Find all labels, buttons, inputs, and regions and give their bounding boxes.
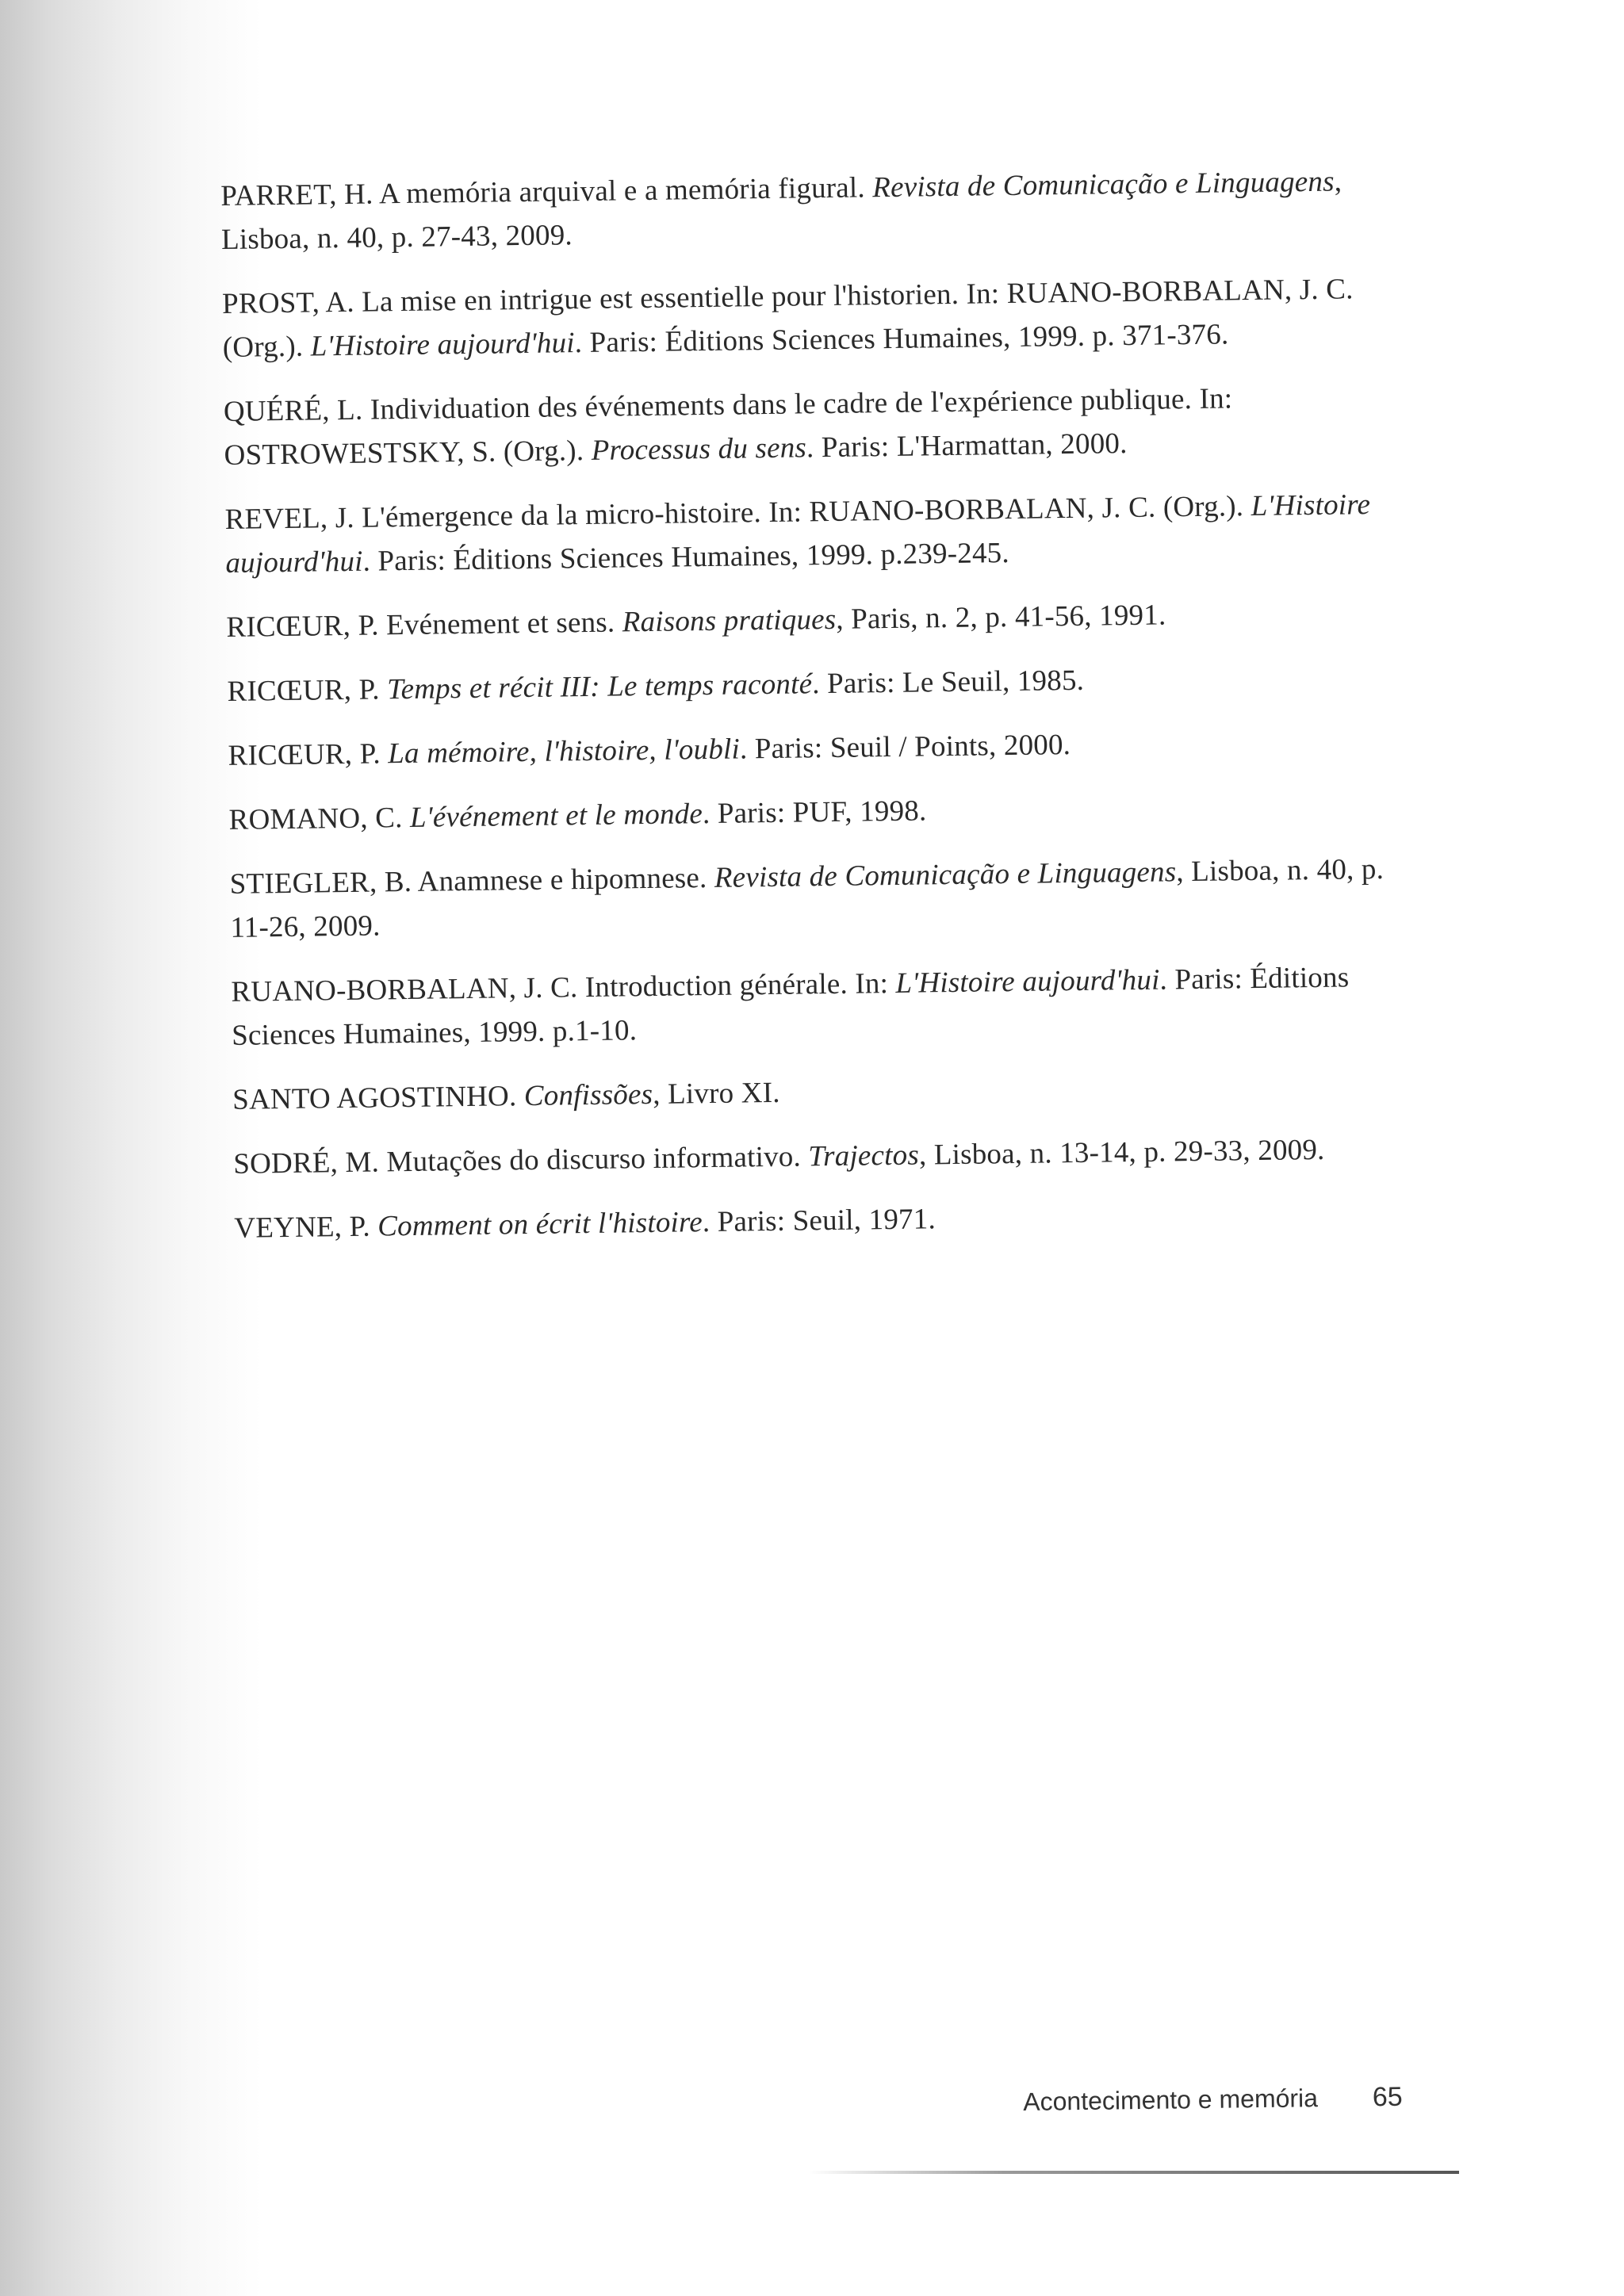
reference-title-italic: L'événement et le monde xyxy=(409,798,703,834)
reference-title-italic: Temps et récit III: Le temps raconté xyxy=(386,668,813,706)
reference-title-italic: Confissões xyxy=(523,1077,653,1113)
reference-text: RICŒUR, P. Evénement et sens. xyxy=(226,606,623,644)
reference-text: . Paris: Éditions Sciences Humaines, 1999. p.239-245. xyxy=(362,537,1010,578)
reference-text: , Lisboa, n. 13-14, p. 29-33, 2009. xyxy=(918,1133,1325,1172)
reference-entry xyxy=(224,375,1398,477)
reference-text: RICŒUR, P. xyxy=(228,737,389,772)
reference-text: . Paris: Le Seuil, 1985. xyxy=(811,664,1085,701)
reference-text: , Livro XI. xyxy=(652,1076,780,1111)
running-title: Acontecimento e memória xyxy=(1023,2084,1319,2116)
reference-entry xyxy=(233,1127,1408,1186)
reference-text: STIEGLER, B. Anamnese e hipomnese. xyxy=(229,861,715,901)
reference-entry xyxy=(229,848,1404,950)
reference-text: ROMANO, C. xyxy=(228,801,411,836)
reference-text: REVEL, J. L'émergence da la micro-histoire. In: RUANO-BORBALAN, J. C. (Org.). xyxy=(224,490,1251,536)
reference-text: PROST, A. La mise en intrigue est essentielle pour l'historien. In: RUANO-BORBALAN, J. C. (Org.). xyxy=(221,273,1354,364)
reference-title-italic: La mémoire, l'histoire, l'oubli xyxy=(387,733,741,771)
page-number: 65 xyxy=(1372,2081,1403,2113)
reference-text: RICŒUR, P. xyxy=(227,673,388,708)
reference-title-italic: Revista de Comunicação e Linguagens xyxy=(714,855,1177,894)
reference-text: SODRÉ, M. Mutações do discurso informativo. xyxy=(233,1140,809,1181)
reference-list xyxy=(220,159,1408,1271)
reference-text: PARRET, H. A memória arquival e a memória figural. xyxy=(220,171,873,212)
reference-entry xyxy=(234,1192,1408,1250)
reference-title-italic: Raisons pratiques xyxy=(622,603,837,639)
reference-text: , Paris, n. 2, p. 41-56, 1991. xyxy=(836,599,1166,636)
reference-title-italic: Trajectos xyxy=(808,1138,920,1173)
reference-entry xyxy=(227,655,1401,714)
reference-text: VEYNE, P. xyxy=(234,1210,378,1245)
reference-entry xyxy=(232,1063,1407,1122)
reference-title-italic: Processus du sens xyxy=(591,431,807,467)
reference-title-italic: L'Histoire aujourd'hui xyxy=(895,963,1160,1000)
bottom-rule xyxy=(809,2171,1459,2174)
reference-entry xyxy=(231,955,1405,1058)
reference-text: QUÉRÉ, L. Individuation des événements dans le cadre de l'expérience publique. In: OSTROWESTSKY, S. (Org.). xyxy=(223,382,1233,472)
reference-text: . Paris: Éditions Sciences Humaines, 1999. p.1-10. xyxy=(231,961,1350,1052)
reference-entry xyxy=(226,591,1400,649)
reference-title-italic: Comment on écrit l'histoire xyxy=(377,1206,703,1243)
reference-text: . Paris: L'Harmattan, 2000. xyxy=(806,427,1128,465)
page-footer xyxy=(1023,2082,1403,2118)
reference-entry xyxy=(222,267,1396,369)
reference-text: . Paris: Seuil / Points, 2000. xyxy=(739,729,1071,766)
reference-text: . Paris: Seuil, 1971. xyxy=(702,1203,936,1239)
reference-text: , Lisboa, n. 40, p. 11-26, 2009. xyxy=(230,852,1385,944)
reference-title-italic: L'Histoire aujourd'hui xyxy=(225,488,1371,580)
reference-text: . Paris: PUF, 1998. xyxy=(702,794,927,831)
reference-title-italic: Revista de Comunicação e Linguagens xyxy=(872,165,1335,205)
reference-entry xyxy=(220,159,1395,262)
reference-text: . Paris: Éditions Sciences Humaines, 1999. p. 371-376. xyxy=(574,318,1229,360)
reference-entry xyxy=(224,483,1399,585)
reference-title-italic: L'Histoire aujourd'hui xyxy=(310,327,576,363)
reference-text: RUANO-BORBALAN, J. C. Introduction générale. In: xyxy=(231,966,896,1008)
reference-entry xyxy=(228,719,1402,778)
reference-text: SANTO AGOSTINHO. xyxy=(232,1080,525,1116)
reference-entry xyxy=(228,783,1403,842)
reference-text: , Lisboa, n. 40, p. 27-43, 2009. xyxy=(220,165,1342,256)
